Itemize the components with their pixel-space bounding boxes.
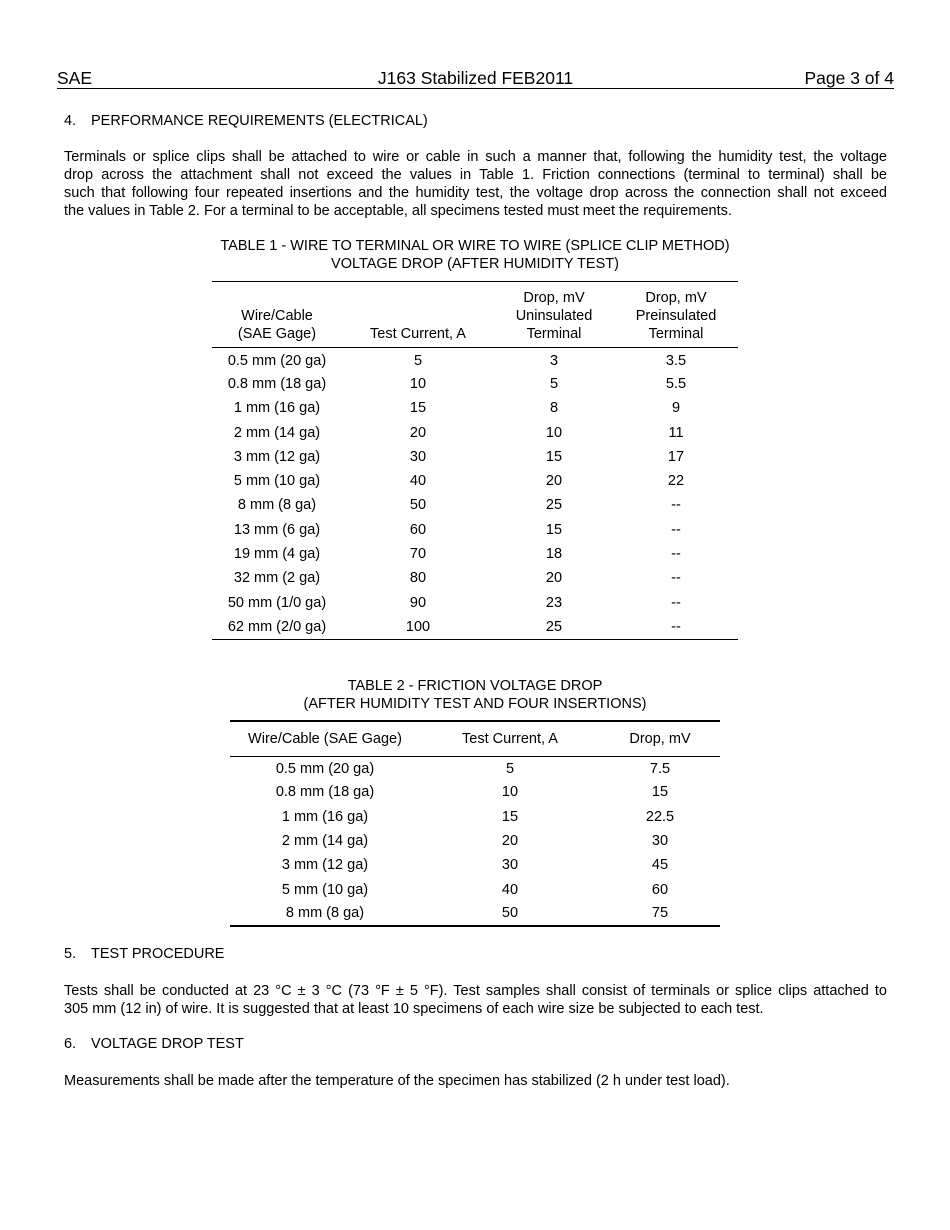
table-cell: 0.8 mm (18 ga) xyxy=(227,375,327,392)
table-cell: 5.5 xyxy=(665,375,687,392)
table-cell: 50 mm (1/0 ga) xyxy=(227,594,327,611)
table-cell: 23 xyxy=(545,594,563,611)
table-cell: 19 mm (4 ga) xyxy=(233,546,321,563)
section-4-paragraph xyxy=(64,148,887,220)
table-row xyxy=(212,493,738,517)
table-1-caption-line-1: TABLE 1 - WIRE TO TERMINAL OR WIRE TO WIRE (SPLICE CLIP METHOD) xyxy=(220,238,730,254)
table-row xyxy=(212,420,738,444)
table-row xyxy=(212,396,738,420)
table-row xyxy=(230,829,720,853)
table-cell: 20 xyxy=(545,570,563,587)
table-2-header-drop: Drop, mV xyxy=(600,721,720,756)
table-cell: 62 mm (2/0 ga) xyxy=(227,618,327,635)
section-4-title: PERFORMANCE REQUIREMENTS (ELECTRICAL) xyxy=(91,113,428,129)
table-cell: 5 xyxy=(413,353,423,370)
table-cell: 9 xyxy=(671,400,681,417)
table-cell: 11 xyxy=(668,424,684,441)
section-5-title: TEST PROCEDURE xyxy=(91,946,225,962)
table-cell: 15 xyxy=(651,784,669,801)
header-text: Preinsulated xyxy=(635,308,717,324)
table-row xyxy=(230,853,720,877)
table-2-caption-line-2: (AFTER HUMIDITY TEST AND FOUR INSERTIONS) xyxy=(303,696,647,712)
table-cell: 2 mm (14 ga) xyxy=(281,833,369,850)
table-1-caption-line-2: VOLTAGE DROP (AFTER HUMIDITY TEST) xyxy=(331,256,619,272)
table-cell: 75 xyxy=(651,905,669,922)
table-2-caption-line-1: TABLE 2 - FRICTION VOLTAGE DROP xyxy=(347,678,603,694)
table-cell: 25 xyxy=(545,618,563,635)
header-text: Uninsulated xyxy=(515,308,593,324)
section-4-number: 4. xyxy=(64,113,77,129)
table-row xyxy=(212,566,738,590)
table-cell: 90 xyxy=(409,594,427,611)
table-cell: 10 xyxy=(409,375,427,392)
table-row xyxy=(212,348,738,372)
section-5-heading xyxy=(64,946,224,962)
table-1-header-drop-preinsulated xyxy=(614,282,738,348)
table-cell: 22.5 xyxy=(645,808,675,825)
table-cell: -- xyxy=(671,497,681,514)
table-cell: 2 mm (14 ga) xyxy=(233,424,321,441)
section-5-number: 5. xyxy=(64,946,77,962)
table-cell: 8 mm (8 ga) xyxy=(285,905,365,922)
table-row xyxy=(230,780,720,804)
table-row xyxy=(212,542,738,566)
table-cell: 1 mm (16 ga) xyxy=(233,400,321,417)
table-cell: 25 xyxy=(545,497,563,514)
table-cell: 32 mm (2 ga) xyxy=(233,570,321,587)
table-cell: 40 xyxy=(501,881,519,898)
table-cell: 18 xyxy=(545,546,563,563)
table-1-header-row xyxy=(212,282,738,348)
table-cell: 5 xyxy=(549,375,559,392)
table-cell: 0.5 mm (20 ga) xyxy=(227,353,327,370)
table-cell: 10 xyxy=(501,784,519,801)
paragraph-line: 305 mm (12 in) of wire. It is suggested that at least 10 specimens of each wire size be subjected to each test. xyxy=(64,1001,764,1017)
table-2-header-wire: Wire/Cable (SAE Gage) xyxy=(230,721,420,756)
table-cell: 40 xyxy=(409,473,427,490)
table-cell: 50 xyxy=(501,905,519,922)
table-cell: 8 mm (8 ga) xyxy=(237,497,317,514)
table-1-header-drop-uninsulated xyxy=(494,282,614,348)
table-cell: 60 xyxy=(409,521,427,538)
table-2-header-current: Test Current, A xyxy=(420,721,600,756)
paragraph-line: drop across the attachment shall not exceed the values in Table 1. Friction connections (terminal to terminal) shall be xyxy=(64,167,887,183)
table-2-caption xyxy=(200,677,750,713)
table-cell: 70 xyxy=(409,546,427,563)
table-cell: 30 xyxy=(409,448,427,465)
table-cell: -- xyxy=(671,546,681,563)
table-cell: 20 xyxy=(501,833,519,850)
table-cell: 3 mm (12 ga) xyxy=(281,857,369,874)
table-cell: 60 xyxy=(651,881,669,898)
table-cell: 30 xyxy=(651,833,669,850)
header-text: Wire/Cable xyxy=(241,308,313,324)
table-cell: 30 xyxy=(501,857,519,874)
table-row xyxy=(212,590,738,614)
table-cell: 13 mm (6 ga) xyxy=(233,521,321,538)
paragraph-line: Terminals or splice clips shall be attached to wire or cable in such a manner that, following the humidity test, the voltage xyxy=(64,149,887,165)
table-cell: 15 xyxy=(409,400,427,417)
section-6-heading xyxy=(64,1036,244,1052)
paragraph-line: the values in Table 2. For a terminal to be acceptable, all specimens tested must meet the requirements. xyxy=(64,203,732,219)
table-cell: 100 xyxy=(405,618,431,635)
section-4-heading xyxy=(64,113,428,129)
table-cell: 5 mm (10 ga) xyxy=(233,473,321,490)
table-cell: 80 xyxy=(409,570,427,587)
table-cell: -- xyxy=(671,570,681,587)
table-1-caption xyxy=(150,237,800,273)
table-cell: 5 mm (10 ga) xyxy=(281,881,369,898)
table-cell: 22 xyxy=(667,473,685,490)
table-1-header-wire xyxy=(212,282,342,348)
paragraph-line: Measurements shall be made after the temperature of the specimen has stabilized (2 h under test load). xyxy=(64,1073,730,1089)
section-6-number: 6. xyxy=(64,1036,77,1052)
table-cell: 0.8 mm (18 ga) xyxy=(275,784,375,801)
table-row xyxy=(212,372,738,396)
table-cell: -- xyxy=(671,521,681,538)
table-cell: 5 xyxy=(505,761,515,778)
table-row xyxy=(230,902,720,926)
table-cell: 0.5 mm (20 ga) xyxy=(275,761,375,778)
table-cell: -- xyxy=(671,618,681,635)
table-cell: 1 mm (16 ga) xyxy=(281,808,369,825)
header-text: Drop, mV xyxy=(523,290,585,306)
table-cell: 8 xyxy=(549,400,559,417)
table-cell: 20 xyxy=(409,424,427,441)
table-cell: 15 xyxy=(545,521,563,538)
table-row xyxy=(230,805,720,829)
header-text: Test Current, A xyxy=(370,326,466,342)
header-text: Terminal xyxy=(648,326,704,342)
table-1 xyxy=(212,281,738,640)
table-cell: 15 xyxy=(545,448,563,465)
table-cell: 3.5 xyxy=(665,353,687,370)
table-cell: -- xyxy=(671,594,681,611)
table-2-header-row xyxy=(230,721,720,756)
table-1-header-current xyxy=(342,282,494,348)
table-row xyxy=(212,615,738,639)
section-5-paragraph xyxy=(64,982,887,1018)
table-row xyxy=(212,445,738,469)
header-text: (SAE Gage) xyxy=(237,326,317,342)
table-cell: 7.5 xyxy=(649,761,671,778)
paragraph-line: such that following four repeated insertions and the humidity test, the voltage drop across the connection shall not exceed xyxy=(64,185,887,201)
table-row xyxy=(212,518,738,542)
header-text: Terminal xyxy=(526,326,582,342)
table-cell: 45 xyxy=(651,857,669,874)
section-6-title: VOLTAGE DROP TEST xyxy=(91,1036,244,1052)
header-org: SAE xyxy=(57,68,93,88)
paragraph-line: Tests shall be conducted at 23 °C ± 3 °C (73 °F ± 5 °F). Test samples shall consist of terminals or splice clips attached to xyxy=(64,983,887,999)
table-row xyxy=(230,756,720,780)
table-cell: 50 xyxy=(409,497,427,514)
page-header xyxy=(57,68,894,89)
section-6-paragraph xyxy=(64,1072,887,1090)
table-cell: 20 xyxy=(545,473,563,490)
table-cell: 10 xyxy=(545,424,563,441)
table-cell: 3 xyxy=(549,353,559,370)
table-2 xyxy=(230,720,720,927)
header-page-number: Page 3 of 4 xyxy=(804,68,894,88)
table-cell: 17 xyxy=(667,448,685,465)
table-row xyxy=(230,877,720,901)
header-doc-id: J163 Stabilized FEB2011 xyxy=(377,68,574,88)
table-row xyxy=(212,469,738,493)
header-text: Drop, mV xyxy=(645,290,707,306)
table-cell: 15 xyxy=(501,808,519,825)
table-cell: 3 mm (12 ga) xyxy=(233,448,321,465)
